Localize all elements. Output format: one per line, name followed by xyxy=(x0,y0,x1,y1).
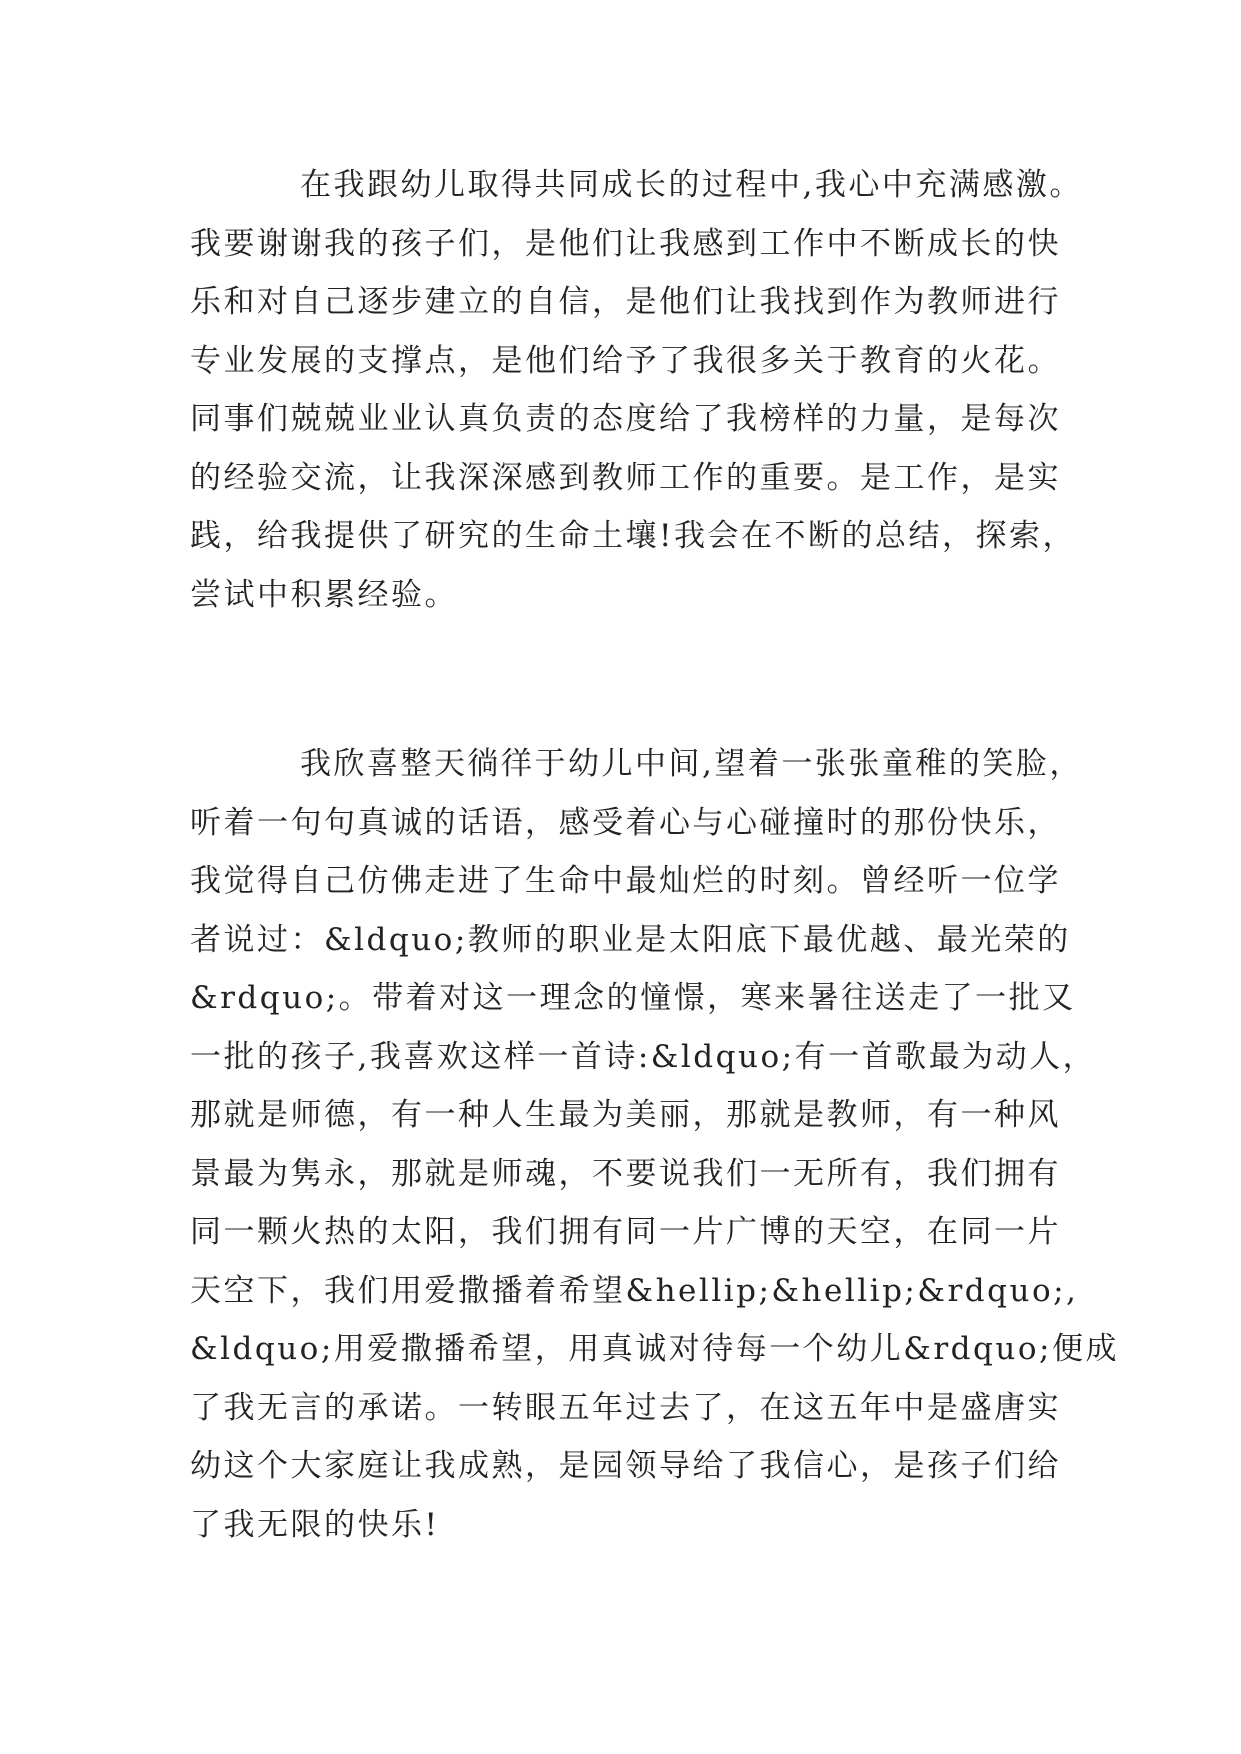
paragraph-gratitude xyxy=(190,156,1090,624)
paragraph-line: 景最为隽永，那就是师魂，不要说我们一无所有，我们拥有 xyxy=(190,1155,1061,1192)
paragraph-line: 了我无言的承诺。一转眼五年过去了，在这五年中是盛唐实 xyxy=(190,1389,1061,1426)
paragraph-line: 我觉得自己仿佛走进了生命中最灿烂的时刻。曾经听一位学 xyxy=(190,863,1061,899)
paragraph-line: 乐和对自己逐步建立的自信，是他们让我找到作为教师进行 xyxy=(190,284,1061,320)
paragraph-line: 专业发展的支撑点，是他们给予了我很多关于教育的火花。 xyxy=(190,342,1061,379)
paragraph-line: 那就是师德，有一种人生最为美丽，那就是教师，有一种风 xyxy=(190,1097,1061,1133)
paragraph-line: 在我跟幼儿取得共同成长的过程中,我心中充满感激。 xyxy=(300,167,1083,203)
paragraph-line: 天空下，我们用爱撒播着希望&hellip;&hellip;&rdquo;, xyxy=(190,1272,1079,1309)
paragraph-line: 幼这个大家庭让我成熟，是园领导给了我信心，是孩子们给 xyxy=(190,1448,1061,1484)
paragraph-line: 的经验交流，让我深深感到教师工作的重要。是工作，是实 xyxy=(190,459,1061,496)
paragraph-line: &ldquo;用爱撒播希望，用真诚对待每一个幼儿&rdquo;便成 xyxy=(190,1331,1119,1367)
paragraph-line: 践，给我提供了研究的生命土壤!我会在不断的总结，探索， xyxy=(190,518,1076,554)
paragraph-line: 我要谢谢我的孩子们，是他们让我感到工作中不断成长的快 xyxy=(190,225,1061,262)
paragraph-line: &rdquo;。带着对这一理念的憧憬，寒来暑往送走了一批又 xyxy=(190,980,1076,1016)
paragraph-line: 一批的孩子,我喜欢这样一首诗:&ldquo;有一首歌最为动人， xyxy=(190,1038,1097,1075)
paragraph-line: 者说过：&ldquo;教师的职业是太阳底下最优越、最光荣的 xyxy=(190,921,1071,958)
paragraph-line: 听着一句句真诚的话语，感受着心与心碰撞时的那份快乐， xyxy=(190,804,1061,841)
paragraph-line: 同事们兢兢业业认真负责的态度给了我榜样的力量，是每次 xyxy=(190,401,1061,437)
paragraph-line: 尝试中积累经验。 xyxy=(190,576,458,613)
paragraph-teacher-reflection xyxy=(190,735,1119,1554)
paragraph-line: 我欣喜整天徜徉于幼儿中间,望着一张张童稚的笑脸， xyxy=(300,746,1083,782)
paragraph-line: 同一颗火热的太阳，我们拥有同一片广博的天空，在同一片 xyxy=(190,1214,1061,1250)
paragraph-line: 了我无限的快乐! xyxy=(190,1506,440,1543)
